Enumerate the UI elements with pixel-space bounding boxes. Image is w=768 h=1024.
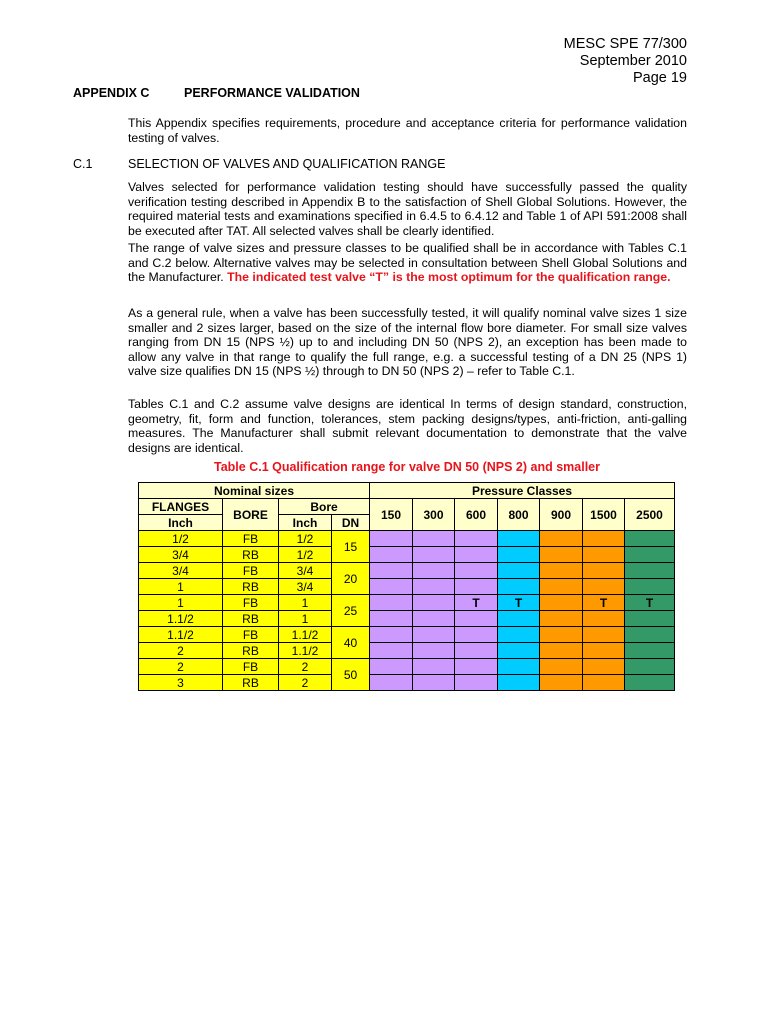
test-valve-mark: T [498,595,540,611]
class-1500-header: 1500 [583,499,625,531]
pressure-class-cell [498,659,540,675]
table-row [139,643,675,659]
table-row [139,659,675,675]
flange-size-cell: 2 [139,659,223,675]
pressure-class-cell [413,659,455,675]
pressure-class-cell [540,611,583,627]
pressure-class-cell [413,531,455,547]
section-heading [73,157,446,171]
pressure-class-cell [540,579,583,595]
bore-type-cell: FB [223,627,279,643]
table-row [139,531,675,547]
pressure-class-cell [625,675,675,691]
bore-inch-cell: 2 [279,659,332,675]
paragraph-2-text: The range of valve sizes and pressure classes to be qualified shall be in accordance with Tables C.1 and C.2 below. Alternative valves may be selected in consultation between Shell Global Solutions and the Manufacturer. [128,241,687,284]
bore-inch-cell: 2 [279,675,332,691]
pressure-classes-header: Pressure Classes [370,483,675,499]
section-title: SELECTION OF VALVES AND QUALIFICATION RANGE [128,157,446,171]
pressure-class-cell [498,531,540,547]
pressure-class-cell [370,579,413,595]
flange-size-cell: 3 [139,675,223,691]
pressure-class-cell [455,563,498,579]
class-150-header: 150 [370,499,413,531]
pressure-class-cell [498,579,540,595]
pressure-class-cell [540,659,583,675]
pressure-class-cell [540,547,583,563]
document-id: MESC SPE 77/300 [563,36,687,52]
pressure-class-cell [370,611,413,627]
section-number: C.1 [73,157,93,171]
pressure-class-cell [370,675,413,691]
bore-type-cell: FB [223,659,279,675]
pressure-class-cell [370,659,413,675]
bore-inch-cell: 1/2 [279,547,332,563]
bore-inch-cell: 1.1/2 [279,643,332,659]
table-row [139,563,675,579]
pressure-class-cell [455,531,498,547]
nominal-sizes-header: Nominal sizes [139,483,370,499]
pressure-class-cell [498,675,540,691]
flange-size-cell: 3/4 [139,547,223,563]
test-valve-mark: T [583,595,625,611]
table-row [139,595,675,611]
class-800-header: 800 [498,499,540,531]
bore-inch-cell: 1.1/2 [279,627,332,643]
pressure-class-cell [455,611,498,627]
pressure-class-cell [498,563,540,579]
bore-inch-cell: 3/4 [279,563,332,579]
bore-type-cell: RB [223,643,279,659]
pressure-class-cell [583,579,625,595]
pressure-class-cell [370,627,413,643]
pressure-class-cell [413,675,455,691]
table-row [139,675,675,691]
class-600-header: 600 [455,499,498,531]
pressure-class-cell [455,643,498,659]
flange-size-cell: 1 [139,595,223,611]
appendix-title: PERFORMANCE VALIDATION [184,86,360,100]
pressure-class-cell [413,595,455,611]
pressure-class-cell [413,643,455,659]
pressure-class-cell [625,643,675,659]
pressure-class-cell [583,659,625,675]
pressure-class-cell [413,579,455,595]
flange-size-cell: 1.1/2 [139,611,223,627]
pressure-class-cell [625,659,675,675]
flange-size-cell: 1 [139,579,223,595]
bore-type-cell: RB [223,611,279,627]
paragraph-4: Tables C.1 and C.2 assume valve designs are identical In terms of design standard, construction, geometry, fit, form and function, tolerances, stem packing designs/types, anti-friction, anti-galling measures. The Manufacturer shall submit relevant documentation to demonstrate that the valve designs are identical. [128,397,687,455]
qualification-table [138,482,675,691]
class-900-header: 900 [540,499,583,531]
pressure-class-cell [583,611,625,627]
pressure-class-cell [583,627,625,643]
dn-cell: 40 [332,627,370,659]
bore-inch-header: Inch [279,515,332,531]
pressure-class-cell [625,611,675,627]
pressure-class-cell [370,563,413,579]
bore-header: BORE [223,499,279,531]
bore-type-cell: FB [223,595,279,611]
pressure-class-cell [540,563,583,579]
table-caption: Table C.1 Qualification range for valve DN 50 (NPS 2) and smaller [214,460,600,474]
page-number: Page 19 [632,70,687,86]
class-2500-header: 2500 [625,499,675,531]
dn-header: DN [332,515,370,531]
appendix-heading [73,86,360,100]
bore-inch-cell: 1/2 [279,531,332,547]
page-header [564,36,687,87]
pressure-class-cell [540,595,583,611]
dn-cell: 50 [332,659,370,691]
pressure-class-cell [455,675,498,691]
pressure-class-cell [498,627,540,643]
pressure-class-cell [370,531,413,547]
bore-inch-cell: 1 [279,611,332,627]
appendix-intro: This Appendix specifies requirements, procedure and acceptance criteria for performance validation testing of valves. [128,116,687,145]
pressure-class-cell [583,643,625,659]
pressure-class-cell [625,547,675,563]
pressure-class-cell [370,595,413,611]
pressure-class-cell [370,643,413,659]
pressure-class-cell [455,547,498,563]
paragraph-1: Valves selected for performance validation testing should have successfully passed the quality verification testing described in Appendix B to the satisfaction of Shell Global Solutions. However, the required material tests and examinations specified in 6.4.5 to 6.4.12 and Table 1 of API 591:2008 shall be executed after TAT. All selected valves shall be clearly identified. [128,180,687,238]
pressure-class-cell [498,643,540,659]
pressure-class-cell [625,579,675,595]
flanges-header: FLANGES [139,499,223,515]
flange-size-cell: 1.1/2 [139,627,223,643]
class-300-header: 300 [413,499,455,531]
pressure-class-cell [455,579,498,595]
bore-type-cell: FB [223,531,279,547]
dn-cell: 25 [332,595,370,627]
table-row [139,627,675,643]
pressure-class-cell [455,627,498,643]
table-row [139,611,675,627]
pressure-class-cell [498,611,540,627]
table-row [139,547,675,563]
bore-type-cell: FB [223,563,279,579]
pressure-class-cell [413,547,455,563]
pressure-class-cell [583,547,625,563]
flange-size-cell: 3/4 [139,563,223,579]
pressure-class-cell [455,659,498,675]
bore-type-cell: RB [223,547,279,563]
bore-type-cell: RB [223,675,279,691]
paragraph-2 [128,241,687,285]
appendix-label: APPENDIX C [73,86,150,100]
bore-type-cell: RB [223,579,279,595]
pressure-class-cell [583,563,625,579]
pressure-class-cell [583,675,625,691]
paragraph-2-red: The indicated test valve “T” is the most optimum for the qualification range. [227,270,671,284]
pressure-class-cell [413,563,455,579]
pressure-class-cell [498,547,540,563]
dn-cell: 15 [332,531,370,563]
flange-size-cell: 2 [139,643,223,659]
paragraph-3: As a general rule, when a valve has been successfully tested, it will qualify nominal valve sizes 1 size smaller and 2 sizes larger, based on the size of the internal flow bore diameter. For small size valves ranging from DN 15 (NPS ½) up to and including DN 50 (NPS 2), an exception has been made to allow any valve in that range to qualify the full range, e.g. a successful testing of a DN 25 (NPS 1) valve size qualifies DN 15 (NPS ½) through to DN 50 (NPS 2) – refer to Table C.1. [128,306,687,378]
test-valve-mark: T [455,595,498,611]
pressure-class-cell [625,563,675,579]
test-valve-mark: T [625,595,675,611]
pressure-class-cell [625,531,675,547]
pressure-class-cell [370,547,413,563]
pressure-class-cell [540,627,583,643]
bore-inch-cell: 3/4 [279,579,332,595]
bore-inch-cell: 1 [279,595,332,611]
bore-group-header: Bore [279,499,370,515]
pressure-class-cell [540,531,583,547]
pressure-class-cell [413,627,455,643]
pressure-class-cell [413,611,455,627]
pressure-class-cell [540,643,583,659]
pressure-class-cell [540,675,583,691]
document-date: September 2010 [579,53,687,69]
pressure-class-cell [583,531,625,547]
pressure-class-cell [625,627,675,643]
flange-inch-header: Inch [139,515,223,531]
flange-size-cell: 1/2 [139,531,223,547]
dn-cell: 20 [332,563,370,595]
table-row [139,579,675,595]
